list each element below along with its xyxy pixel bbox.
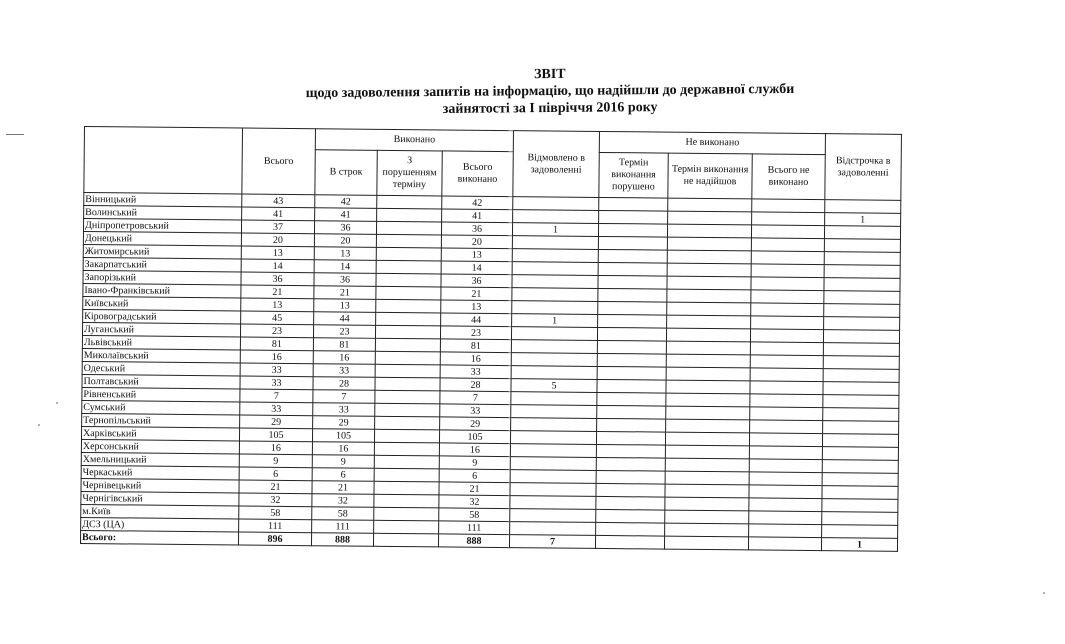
cell-not-done-total bbox=[752, 212, 825, 226]
cell-term-violated bbox=[597, 353, 666, 367]
cell-term-not-reached bbox=[665, 523, 749, 537]
cell-refused bbox=[511, 340, 597, 354]
cell-total: 36 bbox=[241, 272, 314, 286]
cell-postponed bbox=[823, 356, 899, 370]
cell-total: 32 bbox=[239, 493, 312, 507]
cell-late bbox=[375, 416, 440, 430]
cell-term-not-reached bbox=[667, 302, 751, 316]
cell-total: 14 bbox=[241, 259, 314, 273]
cell-postponed bbox=[822, 486, 898, 500]
cell-postponed: 1 bbox=[821, 538, 897, 552]
cell-refused: 1 bbox=[512, 223, 598, 237]
cell-not-done-total bbox=[751, 316, 824, 330]
cell-total: 21 bbox=[241, 285, 314, 299]
cell-on-time: 16 bbox=[312, 442, 374, 456]
cell-not-done-total bbox=[750, 368, 823, 382]
cell-term-not-reached bbox=[665, 497, 749, 511]
cell-late bbox=[376, 286, 441, 300]
cell-total: 33 bbox=[240, 402, 313, 416]
cell-term-not-reached bbox=[666, 419, 750, 433]
cell-term-not-reached bbox=[665, 484, 749, 498]
cell-postponed bbox=[823, 330, 899, 344]
cell-term-violated bbox=[597, 366, 666, 380]
cell-term-violated bbox=[596, 509, 665, 523]
cell-postponed bbox=[824, 252, 900, 266]
cell-total: 23 bbox=[240, 324, 313, 338]
cell-region: Тернопільський bbox=[82, 413, 240, 428]
cell-not-done-total bbox=[750, 420, 823, 434]
cell-refused bbox=[511, 366, 597, 380]
scan-speck bbox=[38, 424, 40, 426]
cell-region: Донецький bbox=[83, 231, 241, 246]
cell-term-violated bbox=[598, 275, 667, 289]
header-term-violated: Термін виконання порушено bbox=[599, 152, 668, 198]
cell-done-total: 42 bbox=[442, 196, 513, 210]
cell-refused bbox=[511, 392, 597, 406]
cell-total: 45 bbox=[241, 311, 314, 325]
cell-not-done-total bbox=[751, 303, 824, 317]
cell-refused bbox=[510, 496, 596, 510]
cell-term-violated bbox=[597, 392, 666, 406]
report-title bbox=[250, 63, 850, 119]
cell-refused bbox=[510, 483, 596, 497]
cell-postponed bbox=[822, 525, 898, 539]
cell-term-not-reached bbox=[667, 276, 751, 290]
cell-not-done-total bbox=[749, 446, 822, 460]
cell-done-total: 16 bbox=[439, 443, 510, 457]
cell-total: 21 bbox=[239, 480, 312, 494]
cell-term-not-reached bbox=[666, 393, 750, 407]
cell-on-time: 20 bbox=[314, 234, 376, 248]
cell-on-time: 44 bbox=[314, 312, 376, 326]
cell-on-time: 111 bbox=[312, 520, 374, 534]
cell-total: 111 bbox=[239, 519, 312, 533]
cell-late bbox=[374, 455, 439, 469]
cell-region: Волинський bbox=[84, 206, 242, 221]
cell-refused bbox=[511, 327, 597, 341]
cell-not-done-total bbox=[749, 433, 822, 447]
cell-late bbox=[377, 195, 442, 209]
cell-on-time: 16 bbox=[313, 351, 375, 365]
cell-on-time: 36 bbox=[314, 273, 376, 287]
cell-term-violated bbox=[596, 483, 665, 497]
cell-late bbox=[376, 221, 441, 235]
cell-late bbox=[374, 442, 439, 456]
cell-term-not-reached bbox=[665, 510, 749, 524]
scan-artifact-line bbox=[6, 134, 24, 135]
cell-refused: 7 bbox=[509, 535, 595, 549]
cell-refused bbox=[510, 431, 596, 445]
cell-not-done-total bbox=[751, 290, 824, 304]
cell-term-violated bbox=[597, 418, 666, 432]
cell-done-total: 7 bbox=[440, 391, 511, 405]
cell-region: Миколаївський bbox=[82, 348, 240, 363]
cell-on-time: 58 bbox=[312, 507, 374, 521]
cell-term-not-reached bbox=[665, 445, 749, 459]
cell-not-done-total bbox=[749, 498, 822, 512]
cell-total: 43 bbox=[242, 194, 315, 208]
cell-on-time: 36 bbox=[314, 221, 376, 235]
cell-term-violated bbox=[598, 249, 667, 263]
cell-late bbox=[376, 260, 441, 274]
cell-not-done-total bbox=[751, 264, 824, 278]
cell-postponed bbox=[823, 369, 899, 383]
cell-term-violated bbox=[597, 340, 666, 354]
cell-done-total: 29 bbox=[440, 417, 511, 431]
cell-not-done-total bbox=[749, 524, 822, 538]
cell-late bbox=[375, 403, 440, 417]
header-not-done-total: Всього не виконано bbox=[752, 154, 825, 200]
cell-late bbox=[376, 312, 441, 326]
cell-region: Харківський bbox=[81, 426, 239, 441]
cell-postponed bbox=[823, 382, 899, 396]
cell-term-not-reached bbox=[668, 211, 752, 225]
cell-done-total: 111 bbox=[439, 521, 510, 535]
cell-term-not-reached bbox=[667, 315, 751, 329]
cell-total: 13 bbox=[241, 246, 314, 260]
cell-not-done-total bbox=[749, 511, 822, 525]
cell-late bbox=[374, 481, 439, 495]
cell-late bbox=[374, 429, 439, 443]
cell-refused bbox=[511, 418, 597, 432]
cell-region: Вінницький bbox=[84, 193, 242, 208]
cell-term-violated bbox=[598, 314, 667, 328]
cell-term-not-reached bbox=[667, 224, 751, 238]
header-done-total: Всього виконано bbox=[442, 151, 513, 197]
cell-region: Черкаський bbox=[81, 465, 239, 480]
cell-region: Херсонський bbox=[81, 439, 239, 454]
cell-total: 16 bbox=[240, 350, 313, 364]
cell-postponed bbox=[823, 343, 899, 357]
table-header bbox=[84, 127, 902, 201]
cell-term-violated bbox=[596, 470, 665, 484]
cell-region: Закарпатський bbox=[83, 257, 241, 272]
cell-done-total: 58 bbox=[439, 508, 510, 522]
scan-speck bbox=[56, 402, 58, 404]
report-table bbox=[80, 126, 902, 552]
cell-term-not-reached bbox=[667, 250, 751, 264]
cell-on-time: 7 bbox=[313, 390, 375, 404]
cell-postponed bbox=[824, 317, 900, 331]
cell-refused bbox=[512, 262, 598, 276]
cell-region: Полтавський bbox=[82, 374, 240, 389]
cell-region: Івано-Франківський bbox=[83, 283, 241, 298]
cell-total: 16 bbox=[239, 441, 312, 455]
cell-postponed bbox=[825, 200, 901, 214]
cell-done-total: 6 bbox=[439, 469, 510, 483]
cell-total: 29 bbox=[240, 415, 313, 429]
cell-not-done-total bbox=[749, 485, 822, 499]
header-total: Всього bbox=[242, 128, 316, 195]
cell-refused bbox=[511, 405, 597, 419]
cell-done-total: 81 bbox=[440, 339, 511, 353]
cell-done-total: 32 bbox=[439, 495, 510, 509]
cell-done-total: 41 bbox=[442, 209, 513, 223]
header-not-done-group: Не виконано bbox=[599, 131, 825, 154]
cell-not-done-total bbox=[748, 537, 821, 551]
cell-done-total: 13 bbox=[441, 248, 512, 262]
header-done-group: Виконано bbox=[315, 129, 513, 152]
cell-postponed bbox=[823, 408, 899, 422]
cell-term-not-reached bbox=[667, 289, 751, 303]
cell-refused: 1 bbox=[512, 314, 598, 328]
cell-region: Луганський bbox=[82, 322, 240, 337]
cell-postponed bbox=[822, 473, 898, 487]
cell-refused bbox=[511, 353, 597, 367]
cell-refused bbox=[512, 236, 598, 250]
cell-done-total: 36 bbox=[441, 222, 512, 236]
cell-done-total: 13 bbox=[441, 300, 512, 314]
cell-done-total: 33 bbox=[440, 404, 511, 418]
cell-done-total: 36 bbox=[441, 274, 512, 288]
cell-done-total: 44 bbox=[441, 313, 512, 327]
cell-late bbox=[375, 364, 440, 378]
cell-term-not-reached bbox=[666, 354, 750, 368]
cell-total: 13 bbox=[241, 298, 314, 312]
cell-region: Запорізький bbox=[83, 270, 241, 285]
header-refused: Відмовлено в задоволенні bbox=[513, 131, 600, 198]
cell-postponed bbox=[824, 239, 900, 253]
cell-on-time: 105 bbox=[312, 429, 374, 443]
cell-done-total: 20 bbox=[441, 235, 512, 249]
cell-term-violated bbox=[599, 210, 668, 224]
cell-refused bbox=[510, 509, 596, 523]
cell-on-time: 14 bbox=[314, 260, 376, 274]
cell-done-total: 888 bbox=[438, 534, 509, 548]
cell-term-not-reached bbox=[666, 367, 750, 381]
cell-postponed bbox=[822, 434, 898, 448]
cell-region: Сумський bbox=[82, 400, 240, 415]
cell-region: м.Київ bbox=[81, 504, 239, 519]
cell-total: 81 bbox=[240, 337, 313, 351]
cell-late bbox=[375, 338, 440, 352]
cell-on-time: 21 bbox=[314, 286, 376, 300]
cell-term-not-reached bbox=[665, 432, 749, 446]
cell-term-not-reached bbox=[667, 237, 751, 251]
cell-refused bbox=[512, 288, 598, 302]
cell-total: 33 bbox=[240, 363, 313, 377]
cell-not-done-total bbox=[750, 355, 823, 369]
cell-on-time: 42 bbox=[315, 195, 377, 209]
cell-late bbox=[374, 468, 439, 482]
cell-not-done-total bbox=[750, 394, 823, 408]
cell-term-violated bbox=[597, 327, 666, 341]
cell-not-done-total bbox=[751, 251, 824, 265]
cell-done-total: 28 bbox=[440, 378, 511, 392]
cell-on-time: 33 bbox=[313, 403, 375, 417]
cell-postponed bbox=[824, 291, 900, 305]
cell-region: Житомирський bbox=[83, 244, 241, 259]
cell-term-violated bbox=[596, 496, 665, 510]
cell-refused: 5 bbox=[511, 379, 597, 393]
header-term-not-reached: Термін виконання не надійшов bbox=[668, 153, 752, 199]
cell-region: Рівненський bbox=[82, 387, 240, 402]
cell-term-violated bbox=[599, 197, 668, 211]
cell-postponed: 1 bbox=[825, 213, 901, 227]
cell-late bbox=[376, 247, 441, 261]
cell-not-done-total bbox=[751, 225, 824, 239]
cell-not-done-total bbox=[750, 342, 823, 356]
title-line-2: щодо задоволення запитів на інформацію, що надійшли до державної служби bbox=[305, 81, 795, 102]
cell-region: Одеський bbox=[82, 361, 240, 376]
cell-term-violated bbox=[596, 522, 665, 536]
cell-refused bbox=[510, 457, 596, 471]
cell-term-violated bbox=[598, 288, 667, 302]
cell-term-violated bbox=[596, 444, 665, 458]
cell-refused bbox=[513, 197, 599, 211]
cell-done-total: 9 bbox=[439, 456, 510, 470]
cell-done-total: 14 bbox=[441, 261, 512, 275]
cell-late bbox=[375, 390, 440, 404]
cell-refused bbox=[510, 470, 596, 484]
cell-postponed bbox=[824, 226, 900, 240]
cell-on-time: 13 bbox=[314, 247, 376, 261]
cell-on-time: 6 bbox=[312, 468, 374, 482]
cell-total: 105 bbox=[239, 428, 312, 442]
cell-term-not-reached bbox=[666, 380, 750, 394]
cell-late bbox=[375, 325, 440, 339]
cell-not-done-total bbox=[750, 407, 823, 421]
cell-region: ДСЗ (ЦА) bbox=[81, 517, 239, 532]
header-on-time: В строк bbox=[315, 150, 377, 196]
cell-region: Київський bbox=[83, 296, 241, 311]
cell-postponed bbox=[823, 395, 899, 409]
cell-postponed bbox=[822, 460, 898, 474]
cell-total: 37 bbox=[241, 220, 314, 234]
cell-late bbox=[377, 208, 442, 222]
cell-on-time: 81 bbox=[313, 338, 375, 352]
cell-term-violated bbox=[597, 379, 666, 393]
header-postponed: Відстрочка в задоволенні bbox=[825, 134, 902, 201]
cell-late bbox=[376, 299, 441, 313]
scan-speck bbox=[1043, 592, 1045, 594]
cell-term-violated bbox=[598, 236, 667, 250]
cell-done-total: 33 bbox=[440, 365, 511, 379]
cell-on-time: 9 bbox=[312, 455, 374, 469]
table-body bbox=[80, 193, 900, 552]
cell-late bbox=[374, 507, 439, 521]
cell-not-done-total bbox=[751, 238, 824, 252]
cell-term-not-reached bbox=[666, 341, 750, 355]
cell-total: 58 bbox=[239, 506, 312, 520]
title-line-1: ЗВІТ bbox=[534, 66, 566, 83]
cell-total: 33 bbox=[240, 376, 313, 390]
cell-postponed bbox=[822, 512, 898, 526]
header-region-empty bbox=[84, 127, 243, 195]
cell-refused bbox=[512, 249, 598, 263]
cell-postponed bbox=[822, 447, 898, 461]
cell-done-total: 105 bbox=[439, 430, 510, 444]
cell-on-time: 33 bbox=[313, 364, 375, 378]
title-line-3: зайнятості за І півріччя 2016 року bbox=[442, 100, 658, 117]
cell-term-violated bbox=[597, 405, 666, 419]
cell-refused bbox=[512, 275, 598, 289]
cell-late bbox=[376, 273, 441, 287]
cell-postponed bbox=[824, 265, 900, 279]
cell-late bbox=[374, 520, 439, 534]
cell-term-not-reached bbox=[665, 471, 749, 485]
header-late: З порушенням терміну bbox=[377, 150, 442, 196]
cell-late bbox=[375, 377, 440, 391]
cell-done-total: 23 bbox=[440, 326, 511, 340]
cell-total: 6 bbox=[239, 467, 312, 481]
cell-region: Хмельницький bbox=[81, 452, 239, 467]
cell-region: Дніпропетровський bbox=[83, 219, 241, 234]
cell-not-done-total bbox=[751, 277, 824, 291]
cell-term-not-reached bbox=[664, 536, 748, 550]
cell-region: Всього: bbox=[80, 530, 238, 545]
cell-postponed bbox=[824, 278, 900, 292]
cell-term-violated bbox=[596, 431, 665, 445]
cell-late bbox=[376, 234, 441, 248]
cell-on-time: 32 bbox=[312, 494, 374, 508]
cell-term-not-reached bbox=[667, 263, 751, 277]
cell-on-time: 28 bbox=[313, 377, 375, 391]
cell-term-not-reached bbox=[666, 406, 750, 420]
cell-term-not-reached bbox=[666, 328, 750, 342]
cell-region: Чернівецький bbox=[81, 478, 239, 493]
cell-postponed bbox=[822, 499, 898, 513]
cell-late bbox=[373, 533, 438, 547]
cell-total: 7 bbox=[240, 389, 313, 403]
cell-region: Львівський bbox=[82, 335, 240, 350]
cell-total: 20 bbox=[241, 233, 314, 247]
cell-on-time: 41 bbox=[315, 208, 377, 222]
cell-term-violated bbox=[596, 457, 665, 471]
cell-refused bbox=[512, 301, 598, 315]
cell-postponed bbox=[823, 421, 899, 435]
cell-region: Чернігівський bbox=[81, 491, 239, 506]
cell-on-time: 21 bbox=[312, 481, 374, 495]
cell-total: 9 bbox=[239, 454, 312, 468]
cell-term-violated bbox=[598, 262, 667, 276]
cell-not-done-total bbox=[749, 459, 822, 473]
cell-done-total: 16 bbox=[440, 352, 511, 366]
cell-term-violated bbox=[598, 223, 667, 237]
cell-late bbox=[374, 494, 439, 508]
cell-term-violated bbox=[598, 301, 667, 315]
cell-term-not-reached bbox=[665, 458, 749, 472]
cell-region: Кіровоградський bbox=[83, 309, 241, 324]
cell-on-time: 13 bbox=[314, 299, 376, 313]
cell-refused bbox=[510, 444, 596, 458]
cell-refused bbox=[513, 210, 599, 224]
cell-refused bbox=[510, 522, 596, 536]
cell-not-done-total bbox=[752, 199, 825, 213]
cell-term-not-reached bbox=[668, 198, 752, 212]
cell-postponed bbox=[824, 304, 900, 318]
cell-not-done-total bbox=[750, 329, 823, 343]
cell-on-time: 888 bbox=[311, 533, 373, 547]
cell-late bbox=[375, 351, 440, 365]
cell-not-done-total bbox=[750, 381, 823, 395]
cell-not-done-total bbox=[749, 472, 822, 486]
cell-on-time: 23 bbox=[313, 325, 375, 339]
cell-term-violated bbox=[595, 535, 664, 549]
cell-on-time: 29 bbox=[313, 416, 375, 430]
cell-done-total: 21 bbox=[441, 287, 512, 301]
cell-done-total: 21 bbox=[439, 482, 510, 496]
cell-total: 896 bbox=[238, 532, 311, 546]
cell-total: 41 bbox=[242, 207, 315, 221]
